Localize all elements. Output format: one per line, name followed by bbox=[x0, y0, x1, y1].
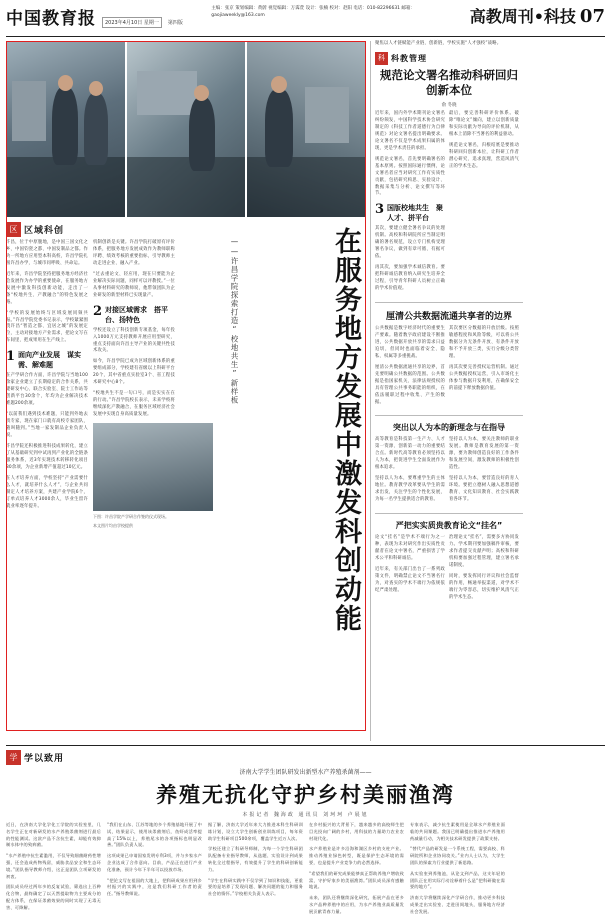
subhead-text: 国版校地共生 聚人才、拼平台 bbox=[387, 204, 444, 223]
lead-subhead-2 bbox=[93, 305, 175, 325]
newspaper-logo: 中国教育报 bbox=[6, 9, 96, 29]
article1-paragraph: 近年来，国内外学术期刊论文署名纠纷频发，中国科学技术协会研究制定的《科技工作者道德行为自律规范》对论文署名提出明确要求。论文署名不仅是学术成果归属的体现，更是学术责任的承担。 bbox=[375, 110, 445, 151]
seal-icon: 科 bbox=[375, 52, 388, 65]
lead-story bbox=[6, 41, 366, 741]
right-paragraph: 聚焦以人才链赋能产业链、创新链，学校实施“人才强校”战略。 bbox=[375, 41, 502, 46]
article3-paragraph: 其次要区分数据的开放层级。按照敏感程度和风险等级，可以将公共数据分为无条件开放、有条件开放和不予开放三类，实行分级分类管理。 bbox=[449, 326, 519, 359]
subhead-text: 面向产业发展 谋实需、解难题 bbox=[18, 351, 82, 370]
article5-paragraph: 论文“挂名”是学术不端行为之一种，表现为未对研究作出实质性贡献者在论文中署名，严重损害了学术公平和科研诚信。 bbox=[375, 535, 445, 561]
bottom-col-1 bbox=[6, 822, 101, 920]
lead-paragraph: “以前我们遇到技术难题，只能到外地去找专家，现在家门口就有高校专家团队，随叫随到。”当地一家发制品企业负责人说。 bbox=[6, 412, 88, 438]
imprint-block: 主编：张京 策划编辑：黄蔚 视觉编辑：万霁萱 设计：张楠 校对：赵阳 电话：010-82296631 邮箱：gaojiaweekly@163.com bbox=[211, 6, 415, 18]
seal-icon: 区 bbox=[6, 222, 21, 237]
bottom-article bbox=[6, 745, 605, 920]
article4-paragraph: 高等教育是科技第一生产力、人才第一资源、创新第一动力的重要结合点。新时代高等教育必须坚持以人为本，把促进学生全面发展作为根本追求。 bbox=[375, 437, 445, 471]
masthead bbox=[6, 4, 605, 37]
bottom-paragraph: 团队成员经过两年多的反复试验，筛选出上百种化合物，最终确定了以天然提取物为主要成分的配方体系，在保证杀菌效果的同时实现了无毒无害、可降解。 bbox=[6, 884, 101, 910]
right-column bbox=[370, 41, 523, 741]
article3-col-2 bbox=[449, 326, 519, 410]
lead-paragraph: 近年来，许昌学院坚持把服务地方经济社会发展作为办学的重要使命，在服务地方发展中激发科技创新动能，走出了一条“校地共生、产教融合”的特色发展之路。 bbox=[6, 271, 88, 305]
article3-paragraph: 再其次要完善授权运营机制。通过公共数据授权运营，引入市场化主体参与数据开发利用，在确保安全的前提下释放数据价值。 bbox=[449, 364, 519, 391]
article1-paragraph: 规范论文署名，首先要明确署名的基本原则。按照国际通行惯例，论文署名者应当对研究工作有实质性贡献，包括研究构思、实验设计、数据采集与分析、论文撰写等环节。 bbox=[375, 156, 445, 197]
lead-col-1 bbox=[6, 240, 88, 532]
lead-subtitle: ——许昌学院探索打造“校地共生”新样板 bbox=[230, 237, 239, 405]
page-number: 07 bbox=[579, 6, 605, 27]
bottom-col-3 bbox=[208, 822, 303, 920]
lead-paragraph: 学校还设立了科技创新专项基金，每年投入1000万元支持教师开展应用型研究，重点支持面向许昌主导产业的关键共性技术攻关。 bbox=[93, 327, 175, 354]
bottom-paragraph: “水产养殖中抗生素滥用，不仅导致细菌耐药性增强，还会造成药物残留，威胁食品安全和生态环境。”团队指导教师介绍，这正是团队立项研发的初衷。 bbox=[6, 853, 101, 879]
bottom-paragraph: “把论文写在祖国的大地上，把科研成果应用到乡村振兴的实践中，这是我们科研工作者的责任。”指导教师说。 bbox=[107, 877, 202, 897]
lead-subhead-1 bbox=[6, 350, 88, 370]
lead-paragraph: 许昌，位于中原腹地，是中国三国文化之乡、中国钧瓷之都、中国发制品之都。作为一所地方应用型本科高校，许昌学院扎根许昌办学，与城市同呼吸、共命运。 bbox=[6, 240, 88, 266]
bottom-headline: 养殖无抗化守护乡村美丽渔湾 bbox=[156, 782, 455, 807]
bottom-section-stamp bbox=[6, 750, 605, 765]
masthead-left bbox=[6, 4, 183, 29]
bottom-paragraph: “我们在山东、江苏等地的多个养殖基地开展了中试，结果显示，使用该杀菌剂后，鱼虾成活率提高了15%以上，养殖尾水的各项指标也明显改善。”团队负责人说。 bbox=[107, 822, 202, 848]
article4-col-1 bbox=[375, 437, 445, 508]
bottom-paragraph: 从实验室到养殖池，从论文到产品，这支年轻的团队正在用实际行动诠释着什么是“把科研做在需要的地方”。 bbox=[410, 870, 505, 890]
article1-col-1 bbox=[375, 111, 445, 297]
right-section-label: 科教管理 bbox=[391, 53, 427, 63]
article5-paragraph: 近年来，有关部门出台了一系列政策文件，明确禁止论文不当署名行为，对查实的学术不端行为依规依纪严肃处理。 bbox=[375, 566, 445, 593]
article1-paragraph: 规范论文署名，归根结底是要推动科研回归创新本位，让科研工作者潜心研究、追求真理，营造风清气正的学术生态。 bbox=[449, 142, 519, 169]
bottom-col-2 bbox=[107, 822, 202, 920]
lead-photo-strip bbox=[6, 41, 366, 217]
article1-headline: 规范论文署名推动科研回归创新本位 bbox=[380, 67, 518, 98]
article2-subhead bbox=[375, 203, 445, 223]
edition-label: 第四版 bbox=[167, 20, 183, 26]
article3-columns bbox=[375, 326, 523, 410]
article5-col-1 bbox=[375, 535, 445, 606]
section-title: 高教周刊•科技 bbox=[469, 7, 576, 26]
right-section-stamp bbox=[375, 52, 523, 65]
article4-columns bbox=[375, 437, 523, 508]
bottom-paragraph: 据了解，济南大学近年来大力推进本科生科研训练计划，设立大学生创新创业训练项目，每年资助学生科研项目500余项，覆盖学生近万人次。 bbox=[208, 822, 303, 841]
lead-paragraph: 如今，许昌学院已成为区域创新体系的重要组成部分，学校建有省级以上科研平台20个，其中省重点实验室3个、省工程技术研究中心8个。 bbox=[93, 359, 175, 386]
bottom-col-4 bbox=[309, 822, 404, 920]
article3-col-1 bbox=[375, 326, 445, 410]
bottom-col-5 bbox=[410, 822, 505, 920]
lead-paragraph: 机制创新是关键。许昌学院打破原有评价体系，把服务地方发展成效作为教师职称评聘、绩效考核的重要指标，引导教师主动走进企业、融入产业。 bbox=[93, 240, 175, 266]
bottom-kicker: 济南大学学生团队研发出新型水产养殖杀菌剂—— bbox=[239, 769, 372, 776]
seal-icon: 学 bbox=[6, 750, 21, 765]
bottom-byline: 本报记者 魏海政 通讯员 刘珂珂 卢展旭 bbox=[242, 812, 369, 818]
lead-paragraph: “学校的发展始终与区域发展同频共振。”许昌学院党委书记表示，学校紧紧围绕许昌“智造之都、宜居之城”的发展定位，主动对接地方产业需求，把论文写在车间里，把成果用在生产线上。 bbox=[6, 310, 88, 344]
bottom-paragraph: “学生在科研实践中不仅学到了知识和技能，更重要的是培养了发现问题、解决问题的能力和服务社会的情怀。”学校相关负责人表示。 bbox=[208, 877, 303, 897]
section-header bbox=[470, 4, 605, 27]
bottom-paragraph: “替代产品的研发是一个系统工程，需要高校、科研院所和企业协同攻关。”业内人士认为，大学生团队的探索为行业提供了新思路。 bbox=[410, 846, 505, 865]
article4-paragraph: 坚持以人为本，要营造良好的育人环境。要把立德树人融入思想道德教育、文化知识教育、社会实践教育各环节。 bbox=[449, 476, 519, 503]
bottom-paragraph: 济南大学将继续深化产学研合作，推动更多科技成果走出实验室、走进田间地头，服务地方经济社会发展。 bbox=[410, 895, 505, 914]
subhead-text: 对接区域需求 搭平台、扬特色 bbox=[105, 305, 169, 324]
article4-col-2 bbox=[449, 437, 519, 508]
article5-col-2 bbox=[449, 535, 519, 606]
divider bbox=[375, 415, 523, 416]
lead-paragraph: “校地共生不是一句口号，而是实实在在的行动。”许昌学院校长表示，未来学校将继续深化产教融合，在服务区域经济社会发展中实现自身高质量发展。 bbox=[93, 391, 175, 418]
article5-paragraph: 同时，要发挥同行评议和社会监督的作用，畅通举报渠道，对学术不端行为零容忍，切实维护风清气正的学术生态。 bbox=[449, 573, 519, 600]
article3-paragraph: 公共数据是数字经济时代的重要生产要素。随着数字政府建设不断推进，公共数据开放共享的需求日益迫切，但同时也面临着安全、隐私、权属等多重挑战。 bbox=[375, 326, 445, 359]
lead-photo-1 bbox=[6, 41, 125, 217]
article1-byline: 俞 冬晓 bbox=[441, 102, 457, 108]
lead-photo-3 bbox=[247, 41, 366, 217]
lead-col-2 bbox=[93, 240, 175, 532]
bottom-paragraph: “希望我们的研究成果能够真正帮助养殖户增收致富，守护好家乡的美丽渔湾。”团队成员深有感触地说。 bbox=[309, 870, 404, 890]
bottom-paragraph: 学校还建立了科研导师制，为每一个学生科研团队配备专业指导教师，从选题、实验设计到成果转化全过程指导，有效提升了学生的科研创新能力。 bbox=[208, 846, 303, 872]
bottom-paragraph: 在乡村振兴的大背景下，越来越多的高校师生把目光投向广阔的乡村，用科技的力量助力农业农村现代化。 bbox=[309, 822, 404, 841]
article1-paragraph: 再其次，要加强学术诚信教育。要把科研诚信教育纳入研究生培养全过程，引导青年科研人员树立正确的学术价值观。 bbox=[375, 265, 445, 292]
article5-columns bbox=[375, 535, 523, 606]
article5-headline: 严把实实质贵教育论文“挂名” bbox=[395, 521, 503, 531]
lead-headline: 在服务地方发展中激发科创动能 bbox=[330, 227, 361, 633]
bottom-columns bbox=[6, 822, 605, 920]
issue-date: 2023年4月10日 星期一 bbox=[102, 17, 162, 28]
lead-paragraph: 在人才培养方面，学校坚持“产业需要什么人才，就培养什么人才”，与企业共同制定人才培养方案，共建产业学院6个，订单式培养人才3000余人，毕业生留许就业率逐年提升。 bbox=[6, 475, 88, 509]
page-body bbox=[6, 41, 605, 741]
article1-col-2 bbox=[449, 111, 519, 297]
lead-photo-2 bbox=[127, 41, 246, 217]
lead-section-label: 区域科创 bbox=[24, 226, 65, 236]
bottom-section-label: 学以致用 bbox=[24, 754, 65, 764]
article1-paragraph: 其次，要建立健全署名争议的处理机制。高校和科研院所应当制定明确的署名规范，设立专门机构受理署名争议，做到有章可循、有据可依。 bbox=[375, 226, 445, 260]
lead-paragraph: “过去重论文、轻应用，现在只要能为企业解决实际问题，同样可以评教授。”一位从事材料研究的教师说，他带领团队为企业研发的新型材料已实现量产。 bbox=[93, 271, 175, 298]
article4-headline: 突出以人为本的新理念与在指导 bbox=[393, 423, 505, 433]
article3-headline: 厘清公共数据流通共享者的边界 bbox=[385, 312, 512, 322]
bottom-paragraph: 这项成果已申请国家发明专利3项，并与多家水产企业达成了合作意向。目前，产品正在进行产业化准备，预计今年下半年可以投放市场。 bbox=[107, 853, 203, 872]
bottom-paragraph: 专家表示，减少抗生素使用是全球水产养殖业面临的共同课题。我国已明确提出推进水产养殖用药减量行动，为相关技术研发提供了政策支持。 bbox=[410, 822, 505, 841]
article4-paragraph: 坚持以人为本，要关注教师的职业发展。教师是教育发展的第一资源，要为教师创造良好的工作条件和发展空间，激发教师的积极性创造性。 bbox=[449, 437, 519, 471]
article1-paragraph: 最后，要完善科研评价体系。破除“唯论文”倾向，建立以创新质量和实际贡献为导向的评价机制，从根本上消除不当署名的利益驱动。 bbox=[449, 110, 519, 137]
lead-paragraph: 在产学研合作方面，许昌学院与当地100余家企业建立了长期稳定的合作关系，共建研发中心、联合实验室、院士工作站等创新平台30余个，年均为企业解决技术难题200余项。 bbox=[6, 373, 88, 407]
bottom-paragraph: 未来，团队还将继续深化研究，拓展产品在更多水产品种养殖中的应用，为水产养殖业高质量发展贡献青春力量。 bbox=[309, 895, 404, 914]
lead-inset-photo bbox=[93, 423, 213, 511]
article3-paragraph: 厘清公共数据流通共享的边界，首先要明确公共数据的范围。公共数据是指国家机关、法律法规授权的具有管理公共事务职能的组织，在依法履职过程中收集、产生的数据。 bbox=[375, 364, 445, 405]
divider bbox=[375, 513, 523, 514]
lead-paragraph: 许昌学院还积极推进科技成果转化，建立了从基础研究到中试再到产业化的全链条服务体系，近3年实现技术转移转化项目80余项，为企业新增产值超过10亿元。 bbox=[6, 443, 88, 470]
article1-columns bbox=[375, 111, 523, 297]
article4-paragraph: 坚持以人为本，要尊重学生的主体地位。教育教学改革要从学生的需求出发，关注学生的个性化发展，为每一名学生提供适合的教育。 bbox=[375, 476, 445, 503]
bottom-paragraph: 近日，在济南大学化学化工学院的实验室里，几名学生正在对新研发的水产养殖杀菌剂进行最后的性能测试。这款产品不含抗生素，却能有效抑制水体中的致病菌。 bbox=[6, 822, 101, 848]
photo-caption: 下图：许昌学院产学研合作签约仪式现场。 bbox=[93, 514, 169, 520]
photo-credit: 本文图片均由学校提供 bbox=[93, 523, 133, 529]
bottom-paragraph: 水产养殖业是许多沿海和湖区乡村的支柱产业。推动养殖业绿色转型，既是保护生态环境的需要，也是提升产业竞争力的必然选择。 bbox=[309, 846, 404, 865]
article5-paragraph: 治理论文“挂名”，需要多方协同发力。学术期刊要加强稿件审核，要求作者提交贡献声明；高校和科研机构要加强过程管理，建立署名承诺制度。 bbox=[449, 535, 519, 568]
subhead-number: 2 bbox=[93, 303, 103, 319]
divider bbox=[375, 302, 523, 303]
subhead-number: 1 bbox=[6, 349, 16, 365]
subhead-number: 3 bbox=[375, 202, 385, 218]
